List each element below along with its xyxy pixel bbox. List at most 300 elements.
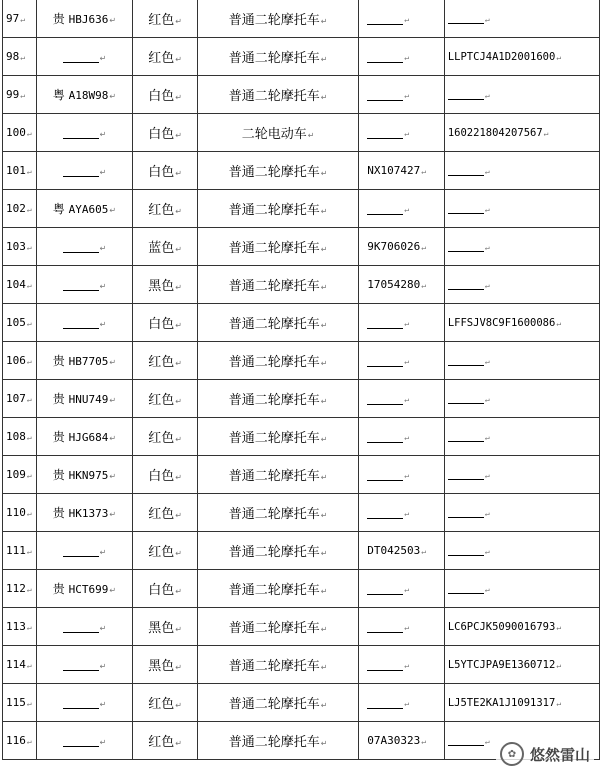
paragraph-mark: ↵ xyxy=(99,319,107,329)
paragraph-mark: ↵ xyxy=(99,281,107,291)
blank-line xyxy=(367,356,403,367)
vehicle-color: 白色 xyxy=(148,127,175,142)
vin-cell xyxy=(444,0,599,38)
row-number: 100 xyxy=(6,126,26,139)
table-row xyxy=(3,114,600,152)
paragraph-mark: ↵ xyxy=(484,394,490,404)
table-row xyxy=(3,152,600,190)
paragraph-mark: ↵ xyxy=(484,356,490,366)
paragraph-mark: ↵ xyxy=(99,661,107,671)
type-cell xyxy=(197,456,358,494)
row-number: 98 xyxy=(6,50,20,63)
engine-number: NX107427 xyxy=(367,164,421,177)
row-number: 114 xyxy=(6,658,26,671)
color-cell xyxy=(133,152,198,190)
paragraph-mark: ↵ xyxy=(26,167,32,176)
engine-cell xyxy=(359,304,445,342)
vin-cell xyxy=(444,494,599,532)
plate-cell xyxy=(36,646,133,684)
paragraph-mark: ↵ xyxy=(404,395,410,404)
paragraph-mark: ↵ xyxy=(404,357,410,366)
row-number: 105 xyxy=(6,316,26,329)
plate-cell xyxy=(36,152,133,190)
plate-number: HB7705 xyxy=(68,355,109,368)
paragraph-mark: ↵ xyxy=(26,623,32,632)
plate-cell xyxy=(36,0,133,38)
row-number-cell xyxy=(3,304,37,342)
vehicle-color: 白色 xyxy=(148,583,175,598)
paragraph-mark: ↵ xyxy=(404,509,410,518)
engine-cell xyxy=(359,532,445,570)
vehicle-color: 黑色 xyxy=(148,279,175,294)
watermark xyxy=(496,740,594,768)
paragraph-mark: ↵ xyxy=(320,739,328,748)
engine-cell xyxy=(359,266,445,304)
blank-line xyxy=(63,622,99,633)
table-row xyxy=(3,228,600,266)
vehicle-type: 普通二轮摩托车 xyxy=(228,507,320,522)
type-cell xyxy=(197,304,358,342)
paragraph-mark: ↵ xyxy=(109,396,117,405)
blank-line xyxy=(367,52,403,63)
blank-line xyxy=(367,470,403,481)
vehicle-color: 红色 xyxy=(148,697,175,712)
paragraph-mark: ↵ xyxy=(99,53,107,63)
row-number: 101 xyxy=(6,164,26,177)
vehicle-color: 红色 xyxy=(148,393,175,408)
plate-province: 贵 xyxy=(52,392,65,406)
paragraph-mark: ↵ xyxy=(109,510,117,519)
table-row xyxy=(3,684,600,722)
blank-line xyxy=(448,203,484,214)
engine-cell xyxy=(359,0,445,38)
vehicle-color: 白色 xyxy=(148,165,175,180)
plate-cell xyxy=(36,76,133,114)
table-row xyxy=(3,532,600,570)
plate-cell xyxy=(36,722,133,760)
plate-province: 贵 xyxy=(52,12,65,26)
color-cell xyxy=(133,380,198,418)
plate-number: HJG684 xyxy=(68,431,109,444)
table-row xyxy=(3,0,600,38)
blank-line xyxy=(448,355,484,366)
engine-number: DT042503 xyxy=(367,544,421,557)
blank-line xyxy=(63,128,99,139)
vehicle-type: 普通二轮摩托车 xyxy=(228,317,320,332)
paragraph-mark: ↵ xyxy=(175,169,182,178)
vehicle-color: 红色 xyxy=(148,545,175,560)
blank-line xyxy=(448,507,484,518)
paragraph-mark: ↵ xyxy=(484,280,490,290)
vehicle-type: 普通二轮摩托车 xyxy=(228,583,320,598)
paragraph-mark: ↵ xyxy=(175,739,182,748)
type-cell xyxy=(197,38,358,76)
blank-line xyxy=(367,14,403,25)
vin-cell xyxy=(444,76,599,114)
paragraph-mark: ↵ xyxy=(320,663,328,672)
paragraph-mark: ↵ xyxy=(109,586,117,595)
vehicle-color: 红色 xyxy=(148,431,175,446)
row-number-cell xyxy=(3,494,37,532)
paragraph-mark: ↵ xyxy=(421,243,427,252)
vehicle-color: 白色 xyxy=(148,89,175,104)
table-row xyxy=(3,38,600,76)
table-row xyxy=(3,266,600,304)
paragraph-mark: ↵ xyxy=(320,93,328,102)
paragraph-mark: ↵ xyxy=(175,17,182,26)
row-number: 113 xyxy=(6,620,26,633)
vehicle-type: 普通二轮摩托车 xyxy=(228,355,320,370)
paragraph-mark: ↵ xyxy=(404,91,410,100)
paragraph-mark: ↵ xyxy=(175,435,182,444)
blank-line xyxy=(63,660,99,671)
table-row xyxy=(3,570,600,608)
blank-line xyxy=(63,736,99,747)
paragraph-mark: ↵ xyxy=(556,660,562,670)
paragraph-mark: ↵ xyxy=(404,15,410,24)
paragraph-mark: ↵ xyxy=(99,129,107,139)
plate-number: HCT699 xyxy=(68,583,109,596)
paragraph-mark: ↵ xyxy=(175,663,182,672)
vin-cell xyxy=(444,342,599,380)
color-cell xyxy=(133,608,198,646)
table-row xyxy=(3,418,600,456)
paragraph-mark: ↵ xyxy=(26,433,32,442)
row-number-cell xyxy=(3,380,37,418)
blank-line xyxy=(367,318,403,329)
type-cell xyxy=(197,418,358,456)
type-cell xyxy=(197,114,358,152)
paragraph-mark: ↵ xyxy=(320,207,328,216)
table-row xyxy=(3,76,600,114)
paragraph-mark: ↵ xyxy=(404,661,410,670)
row-number: 111 xyxy=(6,544,26,557)
paragraph-mark: ↵ xyxy=(26,205,32,214)
paragraph-mark: ↵ xyxy=(320,473,328,482)
engine-cell xyxy=(359,114,445,152)
paragraph-mark: ↵ xyxy=(404,623,410,632)
paragraph-mark: ↵ xyxy=(320,397,328,406)
plate-number: HNU749 xyxy=(68,393,109,406)
color-cell xyxy=(133,456,198,494)
type-cell xyxy=(197,266,358,304)
paragraph-mark: ↵ xyxy=(404,433,410,442)
paragraph-mark: ↵ xyxy=(484,470,490,480)
plate-number: A18W98 xyxy=(68,89,109,102)
type-cell xyxy=(197,646,358,684)
plate-cell xyxy=(36,342,133,380)
vin-cell xyxy=(444,304,599,342)
blank-line xyxy=(63,318,99,329)
color-cell xyxy=(133,76,198,114)
paragraph-mark: ↵ xyxy=(26,699,32,708)
paragraph-mark: ↵ xyxy=(175,625,182,634)
paragraph-mark: ↵ xyxy=(175,701,182,710)
plate-province: 贵 xyxy=(52,582,65,596)
engine-cell xyxy=(359,190,445,228)
plate-cell xyxy=(36,304,133,342)
row-number: 97 xyxy=(6,12,20,25)
row-number: 106 xyxy=(6,354,26,367)
plate-cell xyxy=(36,532,133,570)
color-cell xyxy=(133,304,198,342)
row-number-cell xyxy=(3,190,37,228)
plate-cell xyxy=(36,114,133,152)
row-number: 112 xyxy=(6,582,26,595)
type-cell xyxy=(197,532,358,570)
blank-line xyxy=(448,241,484,252)
vehicle-type: 普通二轮摩托车 xyxy=(228,393,320,408)
type-cell xyxy=(197,190,358,228)
vehicle-color: 红色 xyxy=(148,507,175,522)
vin-number: LC6PCJK5090016793 xyxy=(447,620,556,633)
blank-line xyxy=(448,13,484,24)
blank-line xyxy=(448,279,484,290)
paragraph-mark: ↵ xyxy=(320,245,328,254)
row-number-cell xyxy=(3,684,37,722)
engine-cell xyxy=(359,38,445,76)
color-cell xyxy=(133,494,198,532)
blank-line xyxy=(448,583,484,594)
color-cell xyxy=(133,114,198,152)
paragraph-mark: ↵ xyxy=(175,321,182,330)
vin-cell xyxy=(444,152,599,190)
color-cell xyxy=(133,266,198,304)
paragraph-mark: ↵ xyxy=(175,245,182,254)
paragraph-mark: ↵ xyxy=(484,204,490,214)
paragraph-mark: ↵ xyxy=(484,242,490,252)
row-number: 109 xyxy=(6,468,26,481)
blank-line xyxy=(63,698,99,709)
table-row xyxy=(3,380,600,418)
paragraph-mark: ↵ xyxy=(320,55,328,64)
plate-cell xyxy=(36,456,133,494)
paragraph-mark: ↵ xyxy=(26,547,32,556)
color-cell xyxy=(133,38,198,76)
blank-line xyxy=(448,89,484,100)
row-number-cell xyxy=(3,152,37,190)
row-number-cell xyxy=(3,38,37,76)
paragraph-mark: ↵ xyxy=(99,737,107,747)
plate-cell xyxy=(36,38,133,76)
plate-cell xyxy=(36,494,133,532)
row-number-cell xyxy=(3,0,37,38)
vehicle-type: 普通二轮摩托车 xyxy=(228,697,320,712)
row-number: 102 xyxy=(6,202,26,215)
blank-line xyxy=(448,545,484,556)
paragraph-mark: ↵ xyxy=(421,281,427,290)
paragraph-mark: ↵ xyxy=(404,53,410,62)
row-number-cell xyxy=(3,608,37,646)
type-cell xyxy=(197,342,358,380)
paragraph-mark: ↵ xyxy=(26,243,32,252)
blank-line xyxy=(448,469,484,480)
paragraph-mark: ↵ xyxy=(99,547,107,557)
blank-line xyxy=(367,622,403,633)
paragraph-mark: ↵ xyxy=(307,131,315,140)
paragraph-mark: ↵ xyxy=(175,283,182,292)
paragraph-mark: ↵ xyxy=(320,549,328,558)
row-number: 115 xyxy=(6,696,26,709)
paragraph-mark: ↵ xyxy=(421,547,427,556)
paragraph-mark: ↵ xyxy=(320,169,328,178)
paragraph-mark: ↵ xyxy=(109,92,117,101)
paragraph-mark: ↵ xyxy=(556,622,562,632)
engine-cell xyxy=(359,152,445,190)
vehicle-color: 红色 xyxy=(148,203,175,218)
blank-line xyxy=(63,166,99,177)
paragraph-mark: ↵ xyxy=(99,699,107,709)
plate-cell xyxy=(36,608,133,646)
vehicle-type: 普通二轮摩托车 xyxy=(228,89,320,104)
wechat-icon: ✿ xyxy=(500,742,524,766)
plate-number: HK1373 xyxy=(68,507,109,520)
color-cell xyxy=(133,532,198,570)
engine-cell xyxy=(359,722,445,760)
vehicle-color: 红色 xyxy=(148,51,175,66)
vehicle-type: 普通二轮摩托车 xyxy=(228,13,320,28)
engine-cell xyxy=(359,684,445,722)
paragraph-mark: ↵ xyxy=(99,623,107,633)
paragraph-mark: ↵ xyxy=(421,737,427,746)
paragraph-mark: ↵ xyxy=(109,16,117,25)
paragraph-mark: ↵ xyxy=(26,585,32,594)
plate-number: HBJ636 xyxy=(68,13,109,26)
paragraph-mark: ↵ xyxy=(484,14,490,24)
blank-line xyxy=(448,735,484,746)
blank-line xyxy=(63,546,99,557)
plate-cell xyxy=(36,418,133,456)
row-number: 107 xyxy=(6,392,26,405)
paragraph-mark: ↵ xyxy=(320,435,328,444)
paragraph-mark: ↵ xyxy=(109,472,117,481)
paragraph-mark: ↵ xyxy=(26,319,32,328)
vehicle-type: 普通二轮摩托车 xyxy=(228,279,320,294)
vehicle-type: 普通二轮摩托车 xyxy=(228,735,320,750)
row-number-cell xyxy=(3,418,37,456)
paragraph-mark: ↵ xyxy=(484,508,490,518)
row-number-cell xyxy=(3,570,37,608)
blank-line xyxy=(448,431,484,442)
row-number: 103 xyxy=(6,240,26,253)
plate-province: 粤 xyxy=(52,88,65,102)
vehicle-type: 普通二轮摩托车 xyxy=(228,51,320,66)
type-cell xyxy=(197,228,358,266)
color-cell xyxy=(133,228,198,266)
row-number-cell xyxy=(3,76,37,114)
paragraph-mark: ↵ xyxy=(26,509,32,518)
vin-cell xyxy=(444,608,599,646)
paragraph-mark: ↵ xyxy=(484,432,490,442)
vin-cell xyxy=(444,532,599,570)
paragraph-mark: ↵ xyxy=(20,15,26,24)
paragraph-mark: ↵ xyxy=(175,473,182,482)
row-number-cell xyxy=(3,228,37,266)
blank-line xyxy=(63,52,99,63)
paragraph-mark: ↵ xyxy=(404,699,410,708)
paragraph-mark: ↵ xyxy=(484,584,490,594)
row-number-cell xyxy=(3,532,37,570)
vehicle-table xyxy=(2,0,600,760)
vin-number: LLPTCJ4A1D2001600 xyxy=(447,50,556,63)
plate-cell xyxy=(36,380,133,418)
type-cell xyxy=(197,494,358,532)
vehicle-type: 普通二轮摩托车 xyxy=(228,241,320,256)
color-cell xyxy=(133,570,198,608)
color-cell xyxy=(133,684,198,722)
paragraph-mark: ↵ xyxy=(484,736,490,746)
row-number-cell xyxy=(3,266,37,304)
paragraph-mark: ↵ xyxy=(556,52,562,62)
vehicle-type: 普通二轮摩托车 xyxy=(228,203,320,218)
vehicle-type: 普通二轮摩托车 xyxy=(228,659,320,674)
paragraph-mark: ↵ xyxy=(26,357,32,366)
blank-line xyxy=(448,165,484,176)
row-number-cell xyxy=(3,722,37,760)
plate-cell xyxy=(36,570,133,608)
engine-number: 07A30323 xyxy=(367,734,421,747)
vehicle-color: 白色 xyxy=(148,469,175,484)
paragraph-mark: ↵ xyxy=(543,128,549,138)
type-cell xyxy=(197,608,358,646)
paragraph-mark: ↵ xyxy=(99,167,107,177)
row-number: 116 xyxy=(6,734,26,747)
type-cell xyxy=(197,380,358,418)
vehicle-type: 普通二轮摩托车 xyxy=(228,165,320,180)
paragraph-mark: ↵ xyxy=(109,206,117,215)
paragraph-mark: ↵ xyxy=(99,243,107,253)
color-cell xyxy=(133,342,198,380)
paragraph-mark: ↵ xyxy=(404,319,410,328)
paragraph-mark: ↵ xyxy=(20,91,26,100)
paragraph-mark: ↵ xyxy=(26,395,32,404)
engine-cell xyxy=(359,570,445,608)
paragraph-mark: ↵ xyxy=(175,93,182,102)
paragraph-mark: ↵ xyxy=(320,701,328,710)
watermark-text: 悠然雷山 xyxy=(529,745,590,764)
row-number-cell xyxy=(3,646,37,684)
paragraph-mark: ↵ xyxy=(26,129,32,138)
paragraph-mark: ↵ xyxy=(484,546,490,556)
table-row xyxy=(3,456,600,494)
row-number-cell xyxy=(3,342,37,380)
color-cell xyxy=(133,418,198,456)
blank-line xyxy=(63,242,99,253)
type-cell xyxy=(197,684,358,722)
paragraph-mark: ↵ xyxy=(404,585,410,594)
blank-line xyxy=(367,394,403,405)
vin-number: LJ5TE2KA1J1091317 xyxy=(447,696,556,709)
vin-cell xyxy=(444,114,599,152)
paragraph-mark: ↵ xyxy=(26,737,32,746)
paragraph-mark: ↵ xyxy=(175,549,182,558)
blank-line xyxy=(367,204,403,215)
paragraph-mark: ↵ xyxy=(404,471,410,480)
vehicle-color: 黑色 xyxy=(148,659,175,674)
blank-line xyxy=(448,393,484,404)
plate-cell xyxy=(36,684,133,722)
engine-cell xyxy=(359,76,445,114)
vehicle-color: 红色 xyxy=(148,735,175,750)
paragraph-mark: ↵ xyxy=(320,321,328,330)
engine-cell xyxy=(359,342,445,380)
engine-cell xyxy=(359,494,445,532)
blank-line xyxy=(63,280,99,291)
paragraph-mark: ↵ xyxy=(404,205,410,214)
paragraph-mark: ↵ xyxy=(175,587,182,596)
vin-number: LFFSJV8C9F1600086 xyxy=(447,316,556,329)
blank-line xyxy=(367,508,403,519)
